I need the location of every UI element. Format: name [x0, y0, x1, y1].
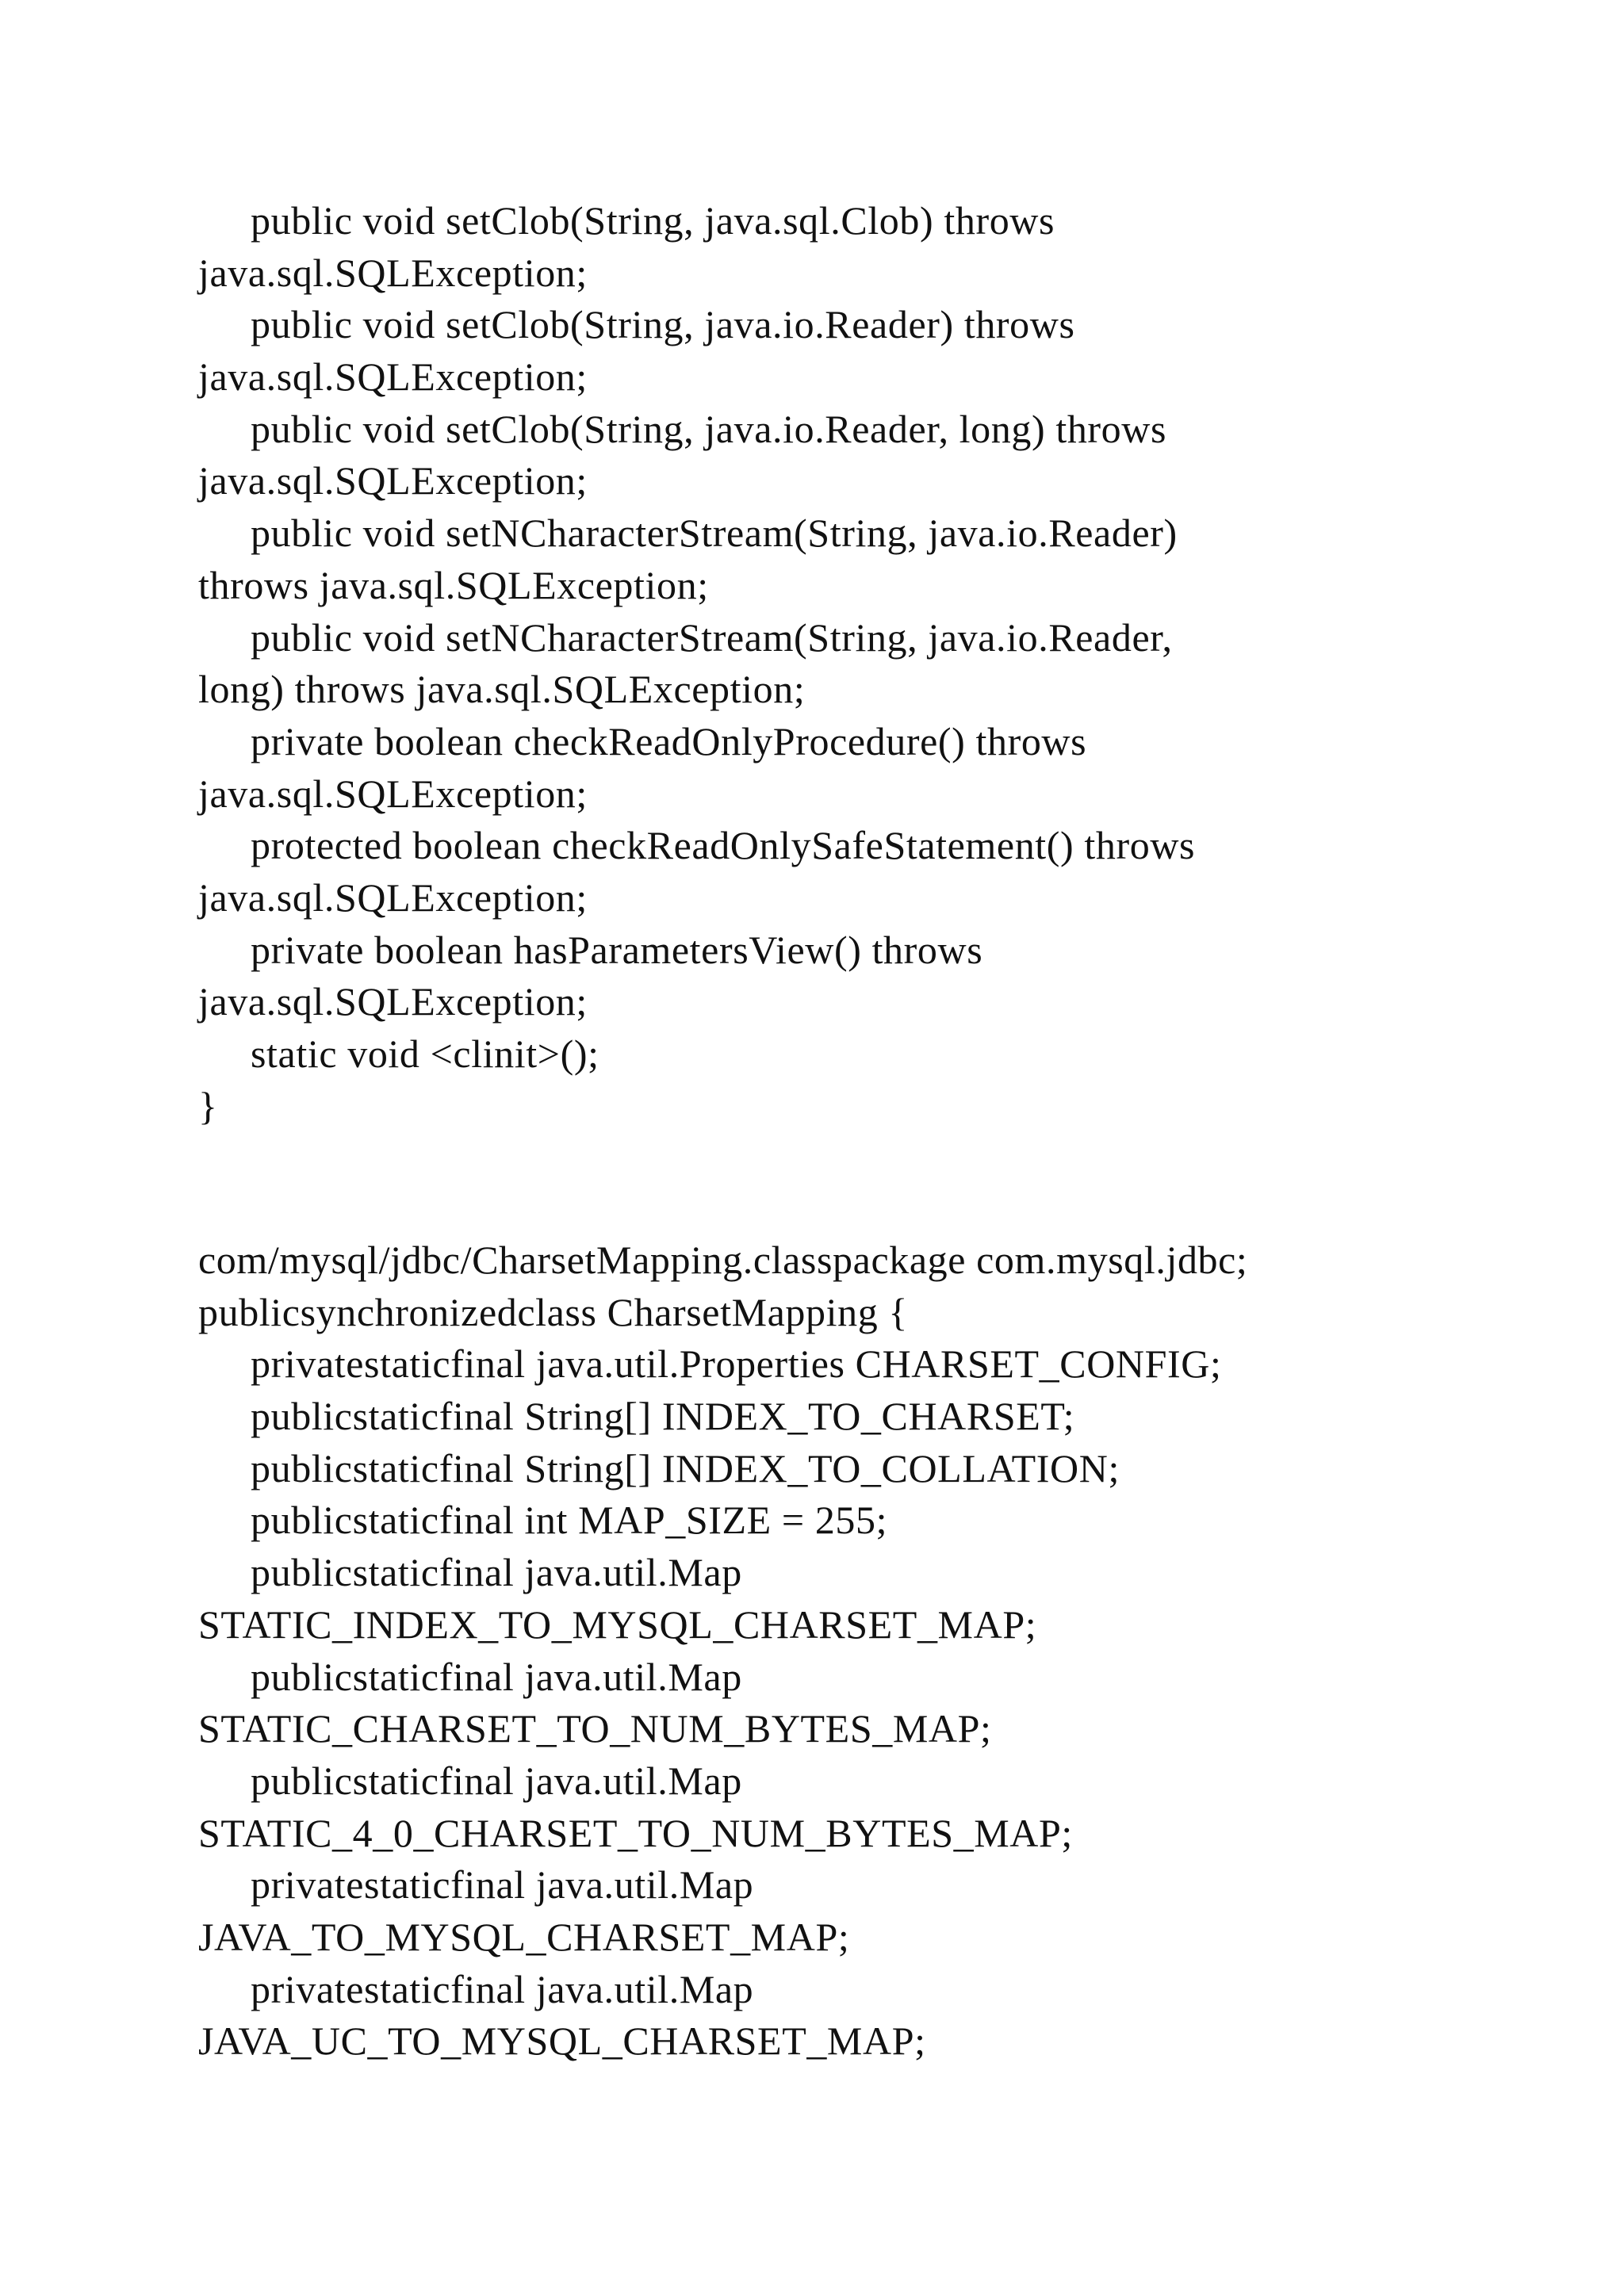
code-line: java.sql.SQLException; — [198, 458, 588, 503]
code-line: java.sql.SQLException; — [198, 874, 588, 920]
code-line: publicstaticfinal java.util.Map — [251, 1758, 742, 1803]
code-line: public void setNCharacterStream(String, java.io.Reader) — [251, 511, 1178, 556]
code-line: publicstaticfinal java.util.Map — [251, 1654, 742, 1699]
code-line: java.sql.SQLException; — [198, 354, 588, 400]
code-line: java.sql.SQLException; — [198, 979, 588, 1024]
closing-brace: } — [198, 1083, 218, 1128]
code-line: protected boolean checkReadOnlySafeStatement() throws — [251, 823, 1196, 868]
code-line: public void setClob(String, java.io.Reader) throws — [251, 302, 1075, 347]
code-line: STATIC_CHARSET_TO_NUM_BYTES_MAP; — [198, 1706, 992, 1751]
class-path-header: com/mysql/jdbc/CharsetMapping.classpackage com.mysql.jdbc; — [198, 1238, 1248, 1282]
code-line: privatestaticfinal java.util.Map — [251, 1966, 754, 2011]
code-line: java.sql.SQLException; — [198, 771, 588, 816]
code-line: private boolean checkReadOnlyProcedure() throws — [251, 718, 1087, 763]
code-line: JAVA_TO_MYSQL_CHARSET_MAP; — [198, 1914, 850, 1959]
code-line: publicstaticfinal String[] INDEX_TO_COLLATION; — [251, 1445, 1120, 1490]
code-line: public void setNCharacterStream(String, java.io.Reader, — [251, 614, 1173, 660]
code-line: privatestaticfinal java.util.Properties CHARSET_CONFIG; — [251, 1341, 1222, 1387]
code-line: java.sql.SQLException; — [198, 250, 588, 295]
code-line: private boolean hasParametersView() throws — [251, 927, 983, 972]
code-block-charset-mapping — [198, 1234, 1546, 2068]
code-block-callable-statement-tail — [198, 195, 1546, 1132]
code-line: publicstaticfinal int MAP_SIZE = 255; — [251, 1498, 888, 1543]
code-line: public void setClob(String, java.io.Reader, long) throws — [251, 406, 1167, 451]
class-declaration: publicsynchronizedclass CharsetMapping { — [198, 1289, 909, 1334]
code-line: long) throws java.sql.SQLException; — [198, 667, 806, 712]
code-line: STATIC_4_0_CHARSET_TO_NUM_BYTES_MAP; — [198, 1810, 1073, 1855]
code-line: publicstaticfinal String[] INDEX_TO_CHARSET; — [251, 1394, 1075, 1439]
code-line: publicstaticfinal java.util.Map — [251, 1550, 742, 1595]
code-line: public void setClob(String, java.sql.Clob) throws — [251, 198, 1055, 243]
code-line: privatestaticfinal java.util.Map — [251, 1862, 754, 1908]
code-line: static void <clinit>(); — [251, 1031, 599, 1076]
code-line: JAVA_UC_TO_MYSQL_CHARSET_MAP; — [198, 2019, 926, 2064]
code-line: throws java.sql.SQLException; — [198, 562, 709, 607]
code-line: STATIC_INDEX_TO_MYSQL_CHARSET_MAP; — [198, 1601, 1037, 1647]
